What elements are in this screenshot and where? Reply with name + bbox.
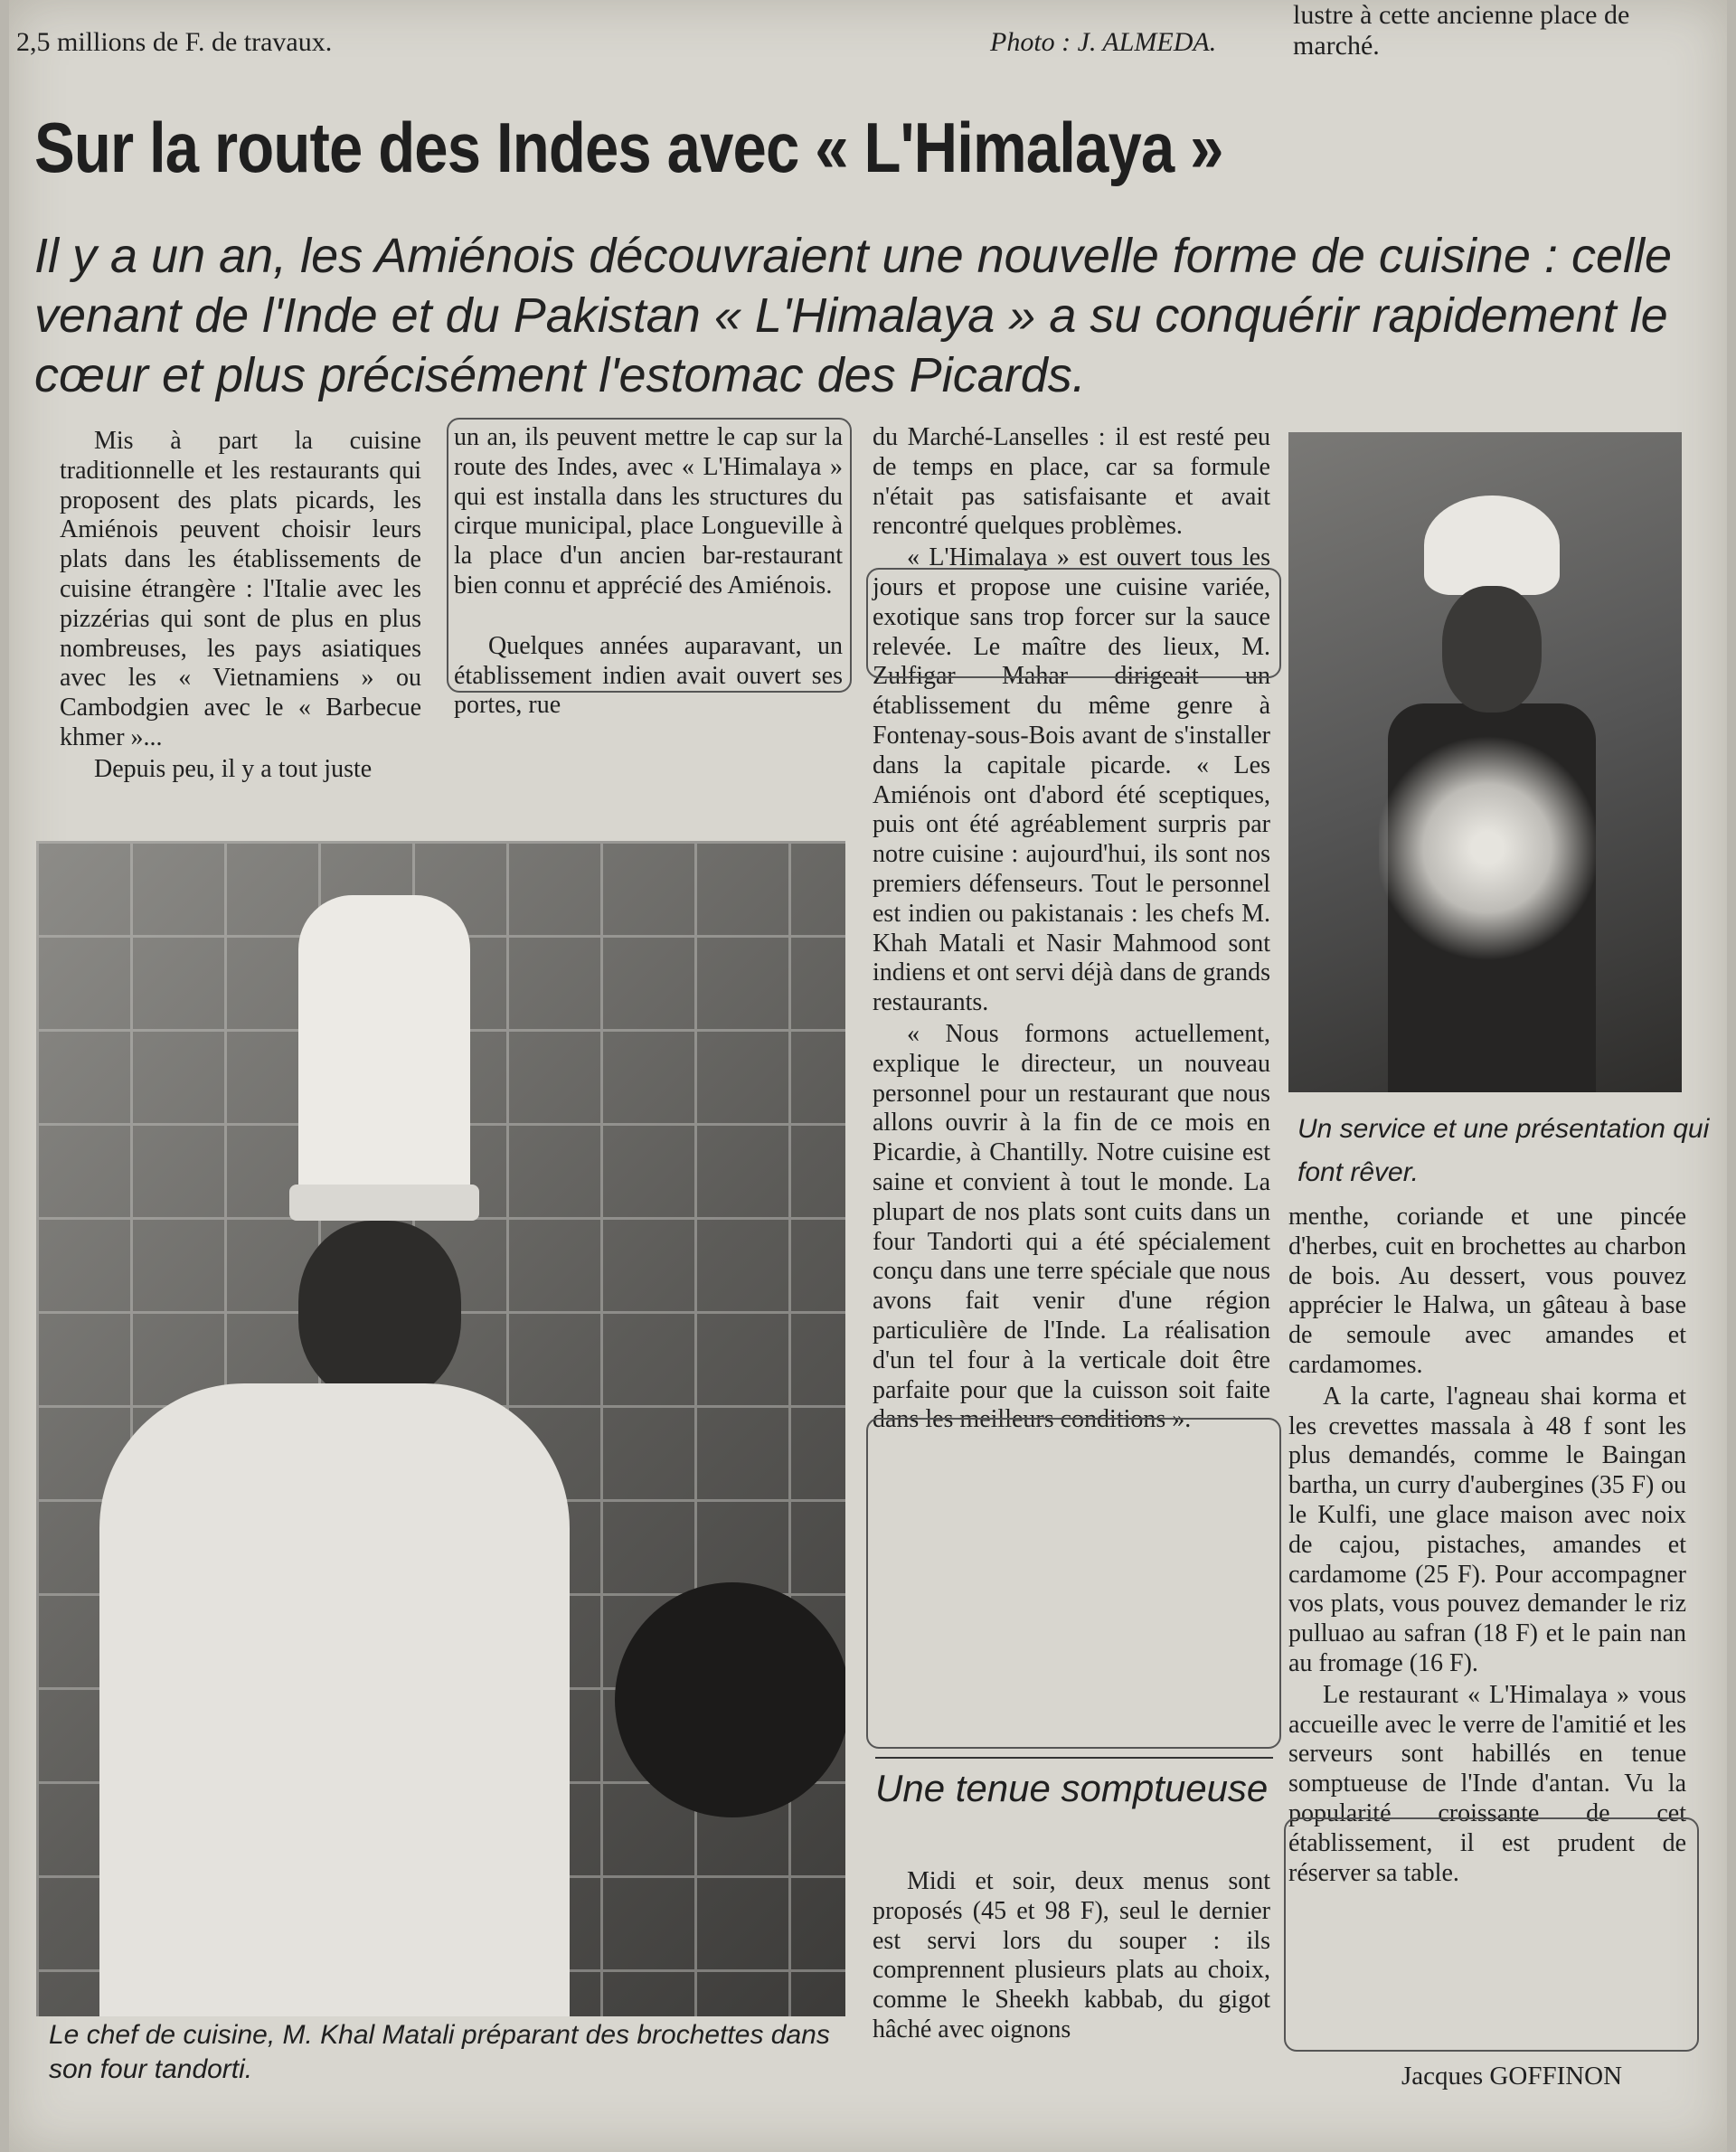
paragraph: menthe, coriande et une pincée d'herbes, cuit en brochettes au charbon de bois. Au dessert, vous pouvez apprécier le Halwa, un gâteau à base de semoule avec amandes et cardamomes. <box>1288 1203 1686 1379</box>
paragraph: un an, ils peuvent mettre le cap sur la route des Indes, avec « L'Himalaya » qui est installa dans les structures du cirque municipal, place Longueville à la place d'un ancien bar-restaurant bien connu et apprécié des Amiénois. <box>454 423 843 599</box>
chef-head <box>298 1221 461 1402</box>
paragraph: Quelques années auparavant, un établissement indien avait ouvert ses portes, rue <box>454 631 843 720</box>
chef-photo <box>36 841 845 2016</box>
pen-annotation <box>866 568 1281 678</box>
byline: Jacques GOFFINON <box>1401 2062 1623 2091</box>
top-caption-left: 2,5 millions de F. de travaux. <box>16 27 333 57</box>
pen-annotation <box>1284 1817 1699 2052</box>
paragraph: Mis à part la cuisine traditionnelle et les restaurants qui proposent des plats picards, les Amiénois peuvent choisir leurs plats dans les établissements de cuisine étrangère : l'Italie avec les pizzérias qui sont de plus en plus nombreuses, les pays asiatiques avec les « Vietnamiens » ou Cambodgien avec le « Barbecue khmer »... <box>60 427 421 751</box>
headline: Sur la route des Indes avec « L'Himalaya » <box>34 108 1223 187</box>
waiter-photo <box>1288 432 1682 1092</box>
pen-annotation <box>447 418 852 693</box>
chef-photo-caption: Le chef de cuisine, M. Khal Matali préparant des brochettes dans son four tandorti. <box>49 2020 830 2084</box>
paragraph: Midi et soir, deux menus sont proposés (45 et 98 F), seul le dernier est servi lors du souper : ils comprennent plusieurs plats au choix, comme le Sheekh kabbab, du gigot hâché avec oignons <box>873 1867 1270 2043</box>
pen-annotation <box>866 1418 1281 1749</box>
waiter-photo-caption: Un service et une présentation qui font rêver. <box>1297 1114 1710 1187</box>
paragraph: Le restaurant « L'Himalaya » vous accueille avec le verre de l'amitié et les serveurs sont habillés en tenue somptueuse de l'Inde d'antan. Vu la popularité croissante de cet établissement, il est prudent de réserver sa table. <box>1288 1680 1686 1887</box>
waiter-face <box>1442 586 1542 713</box>
chef-hat <box>298 895 470 1203</box>
column-1 <box>60 427 421 785</box>
paragraph: A la carte, l'agneau shai korma et les crevettes massala à 48 f sont les plus demandés, comme le Baingan bartha, un curry d'aubergines (35 F) ou le Kulfi, une glace maison avec noix de cajou, pistaches, amandes et cardamome (25 F). Pour accompagner vos plats, vous pouvez demander le riz pulluao au safran (18 F) et le pain nan au fromage (16 F). <box>1288 1382 1686 1677</box>
column-4 <box>1288 1203 1686 1888</box>
subheading: Une tenue somptueuse <box>875 1757 1273 1811</box>
tandoor-oven <box>615 1582 845 1817</box>
paragraph: « L'Himalaya » est ouvert tous les jours et propose une cuisine variée, exotique sans trop forcer sur la sauce relevée. Le maître des lieux, M. Zulfigar Mahar dirigeait un établissement du même genre à Fontenay-sous-Bois avant de s'installer dans la capitale picarde. « Les Amiénois ont d'abord été sceptiques, puis ont été agréablement surpris par notre cuisine : aujourd'hui, ils sont nos premiers défenseurs. Tout le personnel est indien ou pakistanais : les chefs M. Khah Matali et Nasir Mahmood sont indiens et ont servi déjà dans de grands restaurants. <box>873 543 1270 1017</box>
paragraph: « Nous formons actuellement, explique le directeur, un nouveau personnel pour un restaurant que nous allons ouvrir à la fin de ce mois en Picardie, à Chantilly. Notre cuisine est saine et convient à tout le monde. La plupart de nos plats sont cuits dans un four Tandorti qui a été spécialement conçu dans une terre spéciale que nous avons fait venir d'une région particulière de l'Inde. La réalisation d'un tel four à la verticale doit être parfaite pour que la cuisson soit faite dans les meilleurs conditions ». <box>873 1019 1270 1434</box>
photo-credit: Photo : J. ALMEDA. <box>990 27 1217 57</box>
lead-paragraph: Il y a un an, les Amiénois découvraient une nouvelle forme de cuisine : celle venant de l'Inde et du Pakistan « L'Himalaya » a su conquérir rapidement le cœur et plus précisément l'estomac des Picards. <box>34 229 1673 402</box>
waiter-turban <box>1424 496 1560 595</box>
paragraph: Depuis peu, il y a tout juste <box>94 754 373 783</box>
flower-arrangement <box>1379 731 1596 966</box>
top-caption-right: lustre à cette ancienne place de marché. <box>1293 0 1630 61</box>
chef-hat-band <box>289 1185 479 1221</box>
column-3-continued <box>873 1867 1270 2045</box>
paragraph: du Marché-Lanselles : il est resté peu de temps en place, car sa formule n'était pas satisfaisante et avait rencontré quelques problèmes. <box>873 423 1270 541</box>
chef-jacket <box>99 1383 570 2016</box>
newspaper-clipping <box>9 0 1727 2152</box>
